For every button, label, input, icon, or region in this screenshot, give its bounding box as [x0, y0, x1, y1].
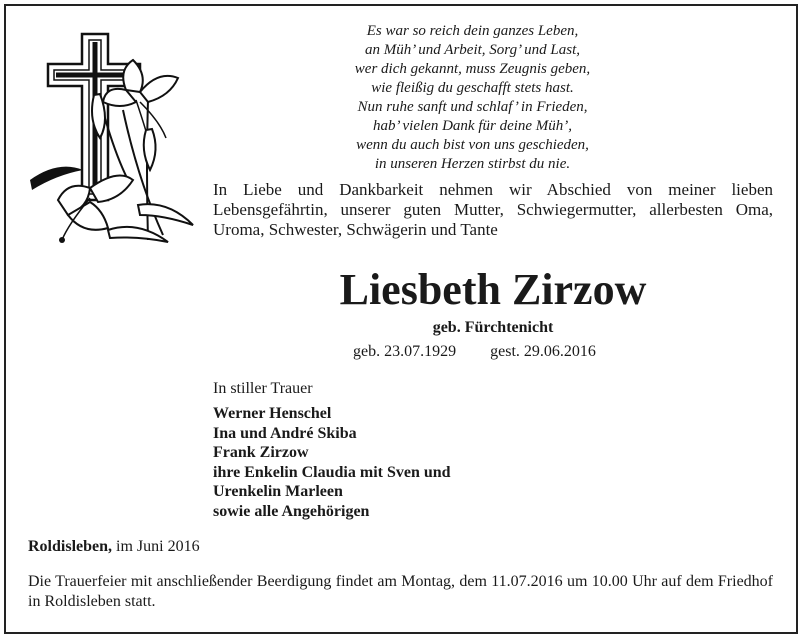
- poem-line: in unseren Herzen stirbst du nie.: [374, 156, 571, 172]
- life-dates: [353, 343, 596, 361]
- birth-date: geb. 23.07.1929: [353, 343, 457, 360]
- death-date: gest. 29.06.2016: [490, 343, 596, 360]
- intro-text: In Liebe und Dankbarkeit nehmen wir Abschied von meiner lieben Lebensgefährtin, unserer guten Mutter, Schwiegermutter, allerbesten Oma, Uroma, Schwester, Schwägerin und Tante: [213, 180, 773, 239]
- mourner-name: Frank Zirzow: [213, 444, 309, 462]
- poem-line: wie fleißig du geschafft stets hast.: [371, 80, 574, 96]
- notice-date: im Juni 2016: [116, 538, 200, 555]
- poem-line: wenn du auch bist von uns geschieden,: [356, 137, 589, 153]
- poem-line: Es war so reich dein ganzes Leben,: [366, 23, 579, 39]
- mourner-name: Werner Henschel: [213, 405, 332, 422]
- mourners-list: [213, 404, 451, 522]
- mourner-name: Urenkelin Marleen: [213, 483, 343, 501]
- funeral-info: Die Trauerfeier mit anschließender Beerdigung findet am Montag, dem 11.07.2016 um 10.00 Uhr auf dem Friedhof in Roldisleben statt.: [28, 573, 773, 610]
- town-name: Roldisleben,: [28, 538, 113, 555]
- poem-line: Nun ruhe sanft und schlaf’ in Frieden,: [357, 99, 588, 115]
- cross-with-lilies-icon: [28, 30, 198, 245]
- poem-line: an Müh’ und Arbeit, Sorg’ und Last,: [364, 42, 580, 58]
- place-date: [28, 538, 200, 556]
- poem-line: wer dich gekannt, muss Zeugnis geben,: [354, 61, 591, 77]
- mourner-name: sowie alle Angehörigen: [213, 502, 370, 520]
- poem-line: hab’ vielen Dank für deine Müh’,: [372, 118, 573, 134]
- deceased-name: Liesbeth Zirzow: [339, 265, 647, 314]
- mourner-name: Ina und André Skiba: [213, 424, 357, 442]
- mourning-intro: In stiller Trauer: [213, 380, 313, 397]
- poem: [300, 22, 645, 174]
- mourner-name: ihre Enkelin Claudia mit Sven und: [213, 463, 451, 481]
- birth-name: geb. Fürchtenicht: [432, 319, 554, 336]
